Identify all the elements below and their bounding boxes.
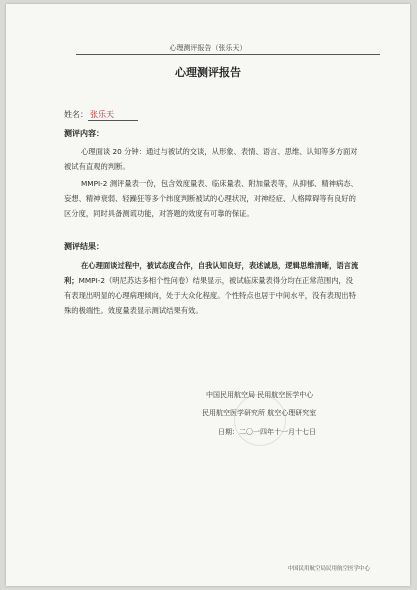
signature-date: 日期：二〇一四年十一月十七日 (218, 428, 316, 436)
name-value: 张乐天 (88, 109, 138, 121)
signature-org-2: 民用航空医学研究所 航空心理研究室 (202, 409, 317, 417)
paragraph-mmpi: MMPI-2 测评量表一份，包含效度量表、临床量表、附加量表等，从抑郁、精神病态、妄想、精神衰弱、轻躁狂等多个纬度判断被试的心理状况，对神经症、人格障碍等有良好的区分度，同时具备测谎功能，对答题的效度有可靠的保证。 (64, 179, 358, 218)
page-footer: 中国民用航空局民用航空医学中心 (287, 566, 370, 572)
header-divider (76, 54, 380, 55)
report-page (6, 4, 410, 586)
name-label: 姓名： (64, 110, 88, 119)
faint-seal (234, 394, 286, 446)
paragraph-interview: 心理面谈 20 分钟：通过与被试的交谈，从形象、表情、语言、思维、认知等多方面对被试有直观的判断。 (64, 147, 358, 171)
results-part-b: MMPI-2（明尼苏达多相个性问卷）结果显示，被试临床量表得分均在正常范围内，没有表现出明显的心理病理倾向，处于大众化程度。个性特点也居于中间水平，没有表现出特殊的极端性。效度量表显示测试结果有效。 (64, 276, 356, 315)
paragraph-results (64, 258, 359, 318)
section-heading-content: 测评内容： (64, 129, 104, 138)
section-heading-results: 测评结果： (64, 242, 104, 251)
name-row (64, 109, 138, 121)
signature-org-1: 中国民用航空局 民用航空医学中心 (206, 391, 314, 399)
results-part-a: 在心理面谈过程中，被试态度合作，自我认知良好，表述诚恳，逻辑思维清晰，语言流利； (64, 261, 359, 285)
page-header: 心理测评报告（张乐天） (169, 44, 247, 52)
report-title: 心理测评报告 (175, 66, 241, 79)
